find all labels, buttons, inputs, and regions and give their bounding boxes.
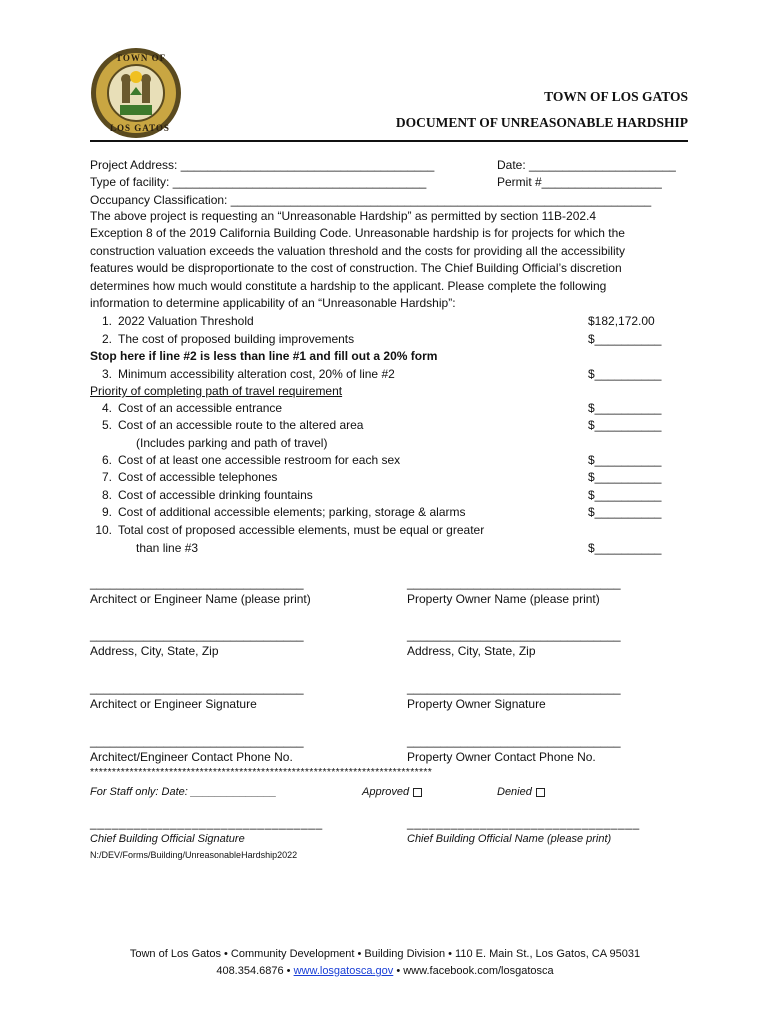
- owner-name-line[interactable]: ________________________________: [407, 576, 621, 590]
- item-7-amount[interactable]: $__________: [588, 470, 662, 484]
- header-divider: [90, 140, 688, 142]
- owner-name-label: Property Owner Name (please print): [407, 592, 600, 606]
- owner-signature-line[interactable]: ________________________________: [407, 681, 621, 695]
- item-8: [90, 488, 313, 502]
- project-address-field[interactable]: Project Address: ______________________________________: [90, 158, 435, 172]
- item-4: [90, 401, 282, 415]
- item-5: [90, 418, 363, 432]
- type-of-facility-field[interactable]: Type of facility: ______________________________________: [90, 175, 427, 189]
- staff-date-field[interactable]: For Staff only: Date: ______________: [90, 786, 277, 798]
- denied-option[interactable]: [497, 786, 545, 798]
- item-1: [90, 314, 254, 328]
- item-label: Cost of accessible drinking fountains: [118, 488, 313, 502]
- footer-website-link[interactable]: www.losgatosca.gov: [293, 965, 394, 977]
- item-label: Cost of accessible telephones: [118, 470, 278, 484]
- item-number: 6.: [101, 453, 112, 467]
- approved-checkbox[interactable]: [413, 788, 422, 797]
- owner-address-line[interactable]: ________________________________: [407, 628, 621, 642]
- cbo-signature-line[interactable]: ________________________________: [90, 816, 323, 830]
- item-label: Cost of additional accessible elements; parking, storage & alarms: [118, 505, 466, 519]
- item-label: Cost of an accessible entrance: [118, 401, 283, 415]
- item-number: 8.: [101, 488, 112, 502]
- approved-label: Approved: [362, 786, 410, 798]
- file-path: N:/DEV/Forms/Building/UnreasonableHardship2022: [90, 850, 298, 860]
- architect-address-label: Address, City, State, Zip: [90, 644, 219, 658]
- item-number: 1.: [101, 314, 112, 328]
- intro-line: Exception 8 of the 2019 California Building Code. Unreasonable hardship is for projects for which the: [90, 226, 625, 241]
- intro-line: determines how much would constitute a hardship to the applicant. Please complete the following: [90, 278, 607, 293]
- footer-contact: [0, 965, 770, 977]
- denied-checkbox[interactable]: [536, 788, 545, 797]
- cbo-name-label: Chief Building Official Name (please print): [407, 833, 612, 845]
- page-title: TOWN OF LOS GATOS: [544, 89, 688, 104]
- star-divider: ******************************************************************************: [90, 766, 433, 778]
- item-3: [90, 367, 395, 381]
- architect-signature-line[interactable]: ________________________________: [90, 681, 304, 695]
- item-number: 4.: [101, 401, 112, 415]
- occupancy-classification-field[interactable]: Occupancy Classification: _______________________________________________________________: [90, 193, 652, 207]
- architect-address-line[interactable]: ________________________________: [90, 628, 304, 642]
- item-4-amount[interactable]: $__________: [588, 401, 662, 415]
- item-number: 3.: [101, 367, 112, 381]
- owner-phone-label: Property Owner Contact Phone No.: [407, 750, 596, 764]
- architect-phone-label: Architect/Engineer Contact Phone No.: [90, 750, 293, 764]
- item-5-note: (Includes parking and path of travel): [136, 436, 328, 450]
- intro-line: The above project is requesting an “Unreasonable Hardship” as permitted by section 11B-202.4: [90, 209, 597, 223]
- footer-facebook: • www.facebook.com/losgatosca: [396, 965, 554, 977]
- item-2: [90, 332, 354, 346]
- item-label: Total cost of proposed accessible elements, must be equal or greater: [118, 523, 485, 537]
- item-10-amount[interactable]: $__________: [588, 541, 662, 555]
- owner-signature-label: Property Owner Signature: [407, 697, 546, 711]
- item-number: 2.: [101, 332, 112, 346]
- owner-address-label: Address, City, State, Zip: [407, 644, 536, 658]
- seal-text-top: TOWN OF: [116, 53, 167, 63]
- item-label: Cost of an accessible route to the altered area: [118, 418, 364, 432]
- item-9-amount[interactable]: $__________: [588, 505, 662, 519]
- architect-phone-line[interactable]: ________________________________: [90, 734, 304, 748]
- intro-line: construction valuation exceeds the valuation threshold and the costs for providing all the accessibility: [90, 243, 625, 258]
- town-seal-logo: [90, 47, 182, 139]
- footer-phone: 408.354.6876 •: [216, 965, 291, 977]
- item-5-amount[interactable]: $__________: [588, 418, 662, 432]
- owner-phone-line[interactable]: ________________________________: [407, 734, 621, 748]
- intro-line: features would be disproportionate to the cost of construction. The Chief Building Official’s discretion: [90, 261, 622, 276]
- item-10-note: than line #3: [136, 541, 199, 555]
- item-3-amount[interactable]: $__________: [588, 367, 662, 381]
- item-10: [90, 523, 484, 537]
- architect-name-line[interactable]: ________________________________: [90, 576, 304, 590]
- item-8-amount[interactable]: $__________: [588, 488, 662, 502]
- seal-text-bottom: LOS GATOS: [110, 123, 170, 133]
- item-label: The cost of proposed building improvements: [118, 332, 355, 346]
- item-number: 9.: [101, 505, 112, 519]
- priority-heading: Priority of completing path of travel requirement: [90, 384, 343, 398]
- item-label: Cost of at least one accessible restroom for each sex: [118, 453, 401, 467]
- document-title: DOCUMENT OF UNREASONABLE HARDSHIP: [395, 115, 688, 130]
- cbo-signature-label: Chief Building Official Signature: [90, 833, 245, 845]
- approved-option[interactable]: [362, 786, 422, 798]
- item-6: [90, 453, 400, 467]
- item-label: Minimum accessibility alteration cost, 20% of line #2: [118, 367, 395, 381]
- item-6-amount[interactable]: $__________: [588, 453, 662, 467]
- item-number: 5.: [101, 418, 112, 432]
- item-2-amount[interactable]: $__________: [588, 332, 662, 346]
- item-number: 10.: [95, 523, 112, 537]
- item-9: [90, 505, 466, 519]
- item-number: 7.: [101, 470, 112, 484]
- item-label: 2022 Valuation Threshold: [118, 314, 254, 328]
- intro-paragraph: [90, 208, 625, 312]
- intro-line: information to determine applicability of an “Unreasonable Hardship”:: [90, 296, 456, 311]
- architect-signature-label: Architect or Engineer Signature: [90, 697, 257, 711]
- cbo-name-line[interactable]: ________________________________: [407, 816, 640, 830]
- architect-name-label: Architect or Engineer Name (please print): [90, 592, 311, 606]
- item-1-amount: $182,172.00: [588, 314, 655, 328]
- stop-instruction: Stop here if line #2 is less than line #1 and fill out a 20% form: [90, 349, 438, 363]
- item-7: [90, 470, 277, 484]
- footer-address: Town of Los Gatos • Community Development • Building Division • 110 E. Main St., Los Gatos, CA 95031: [129, 948, 641, 960]
- date-field[interactable]: Date: ______________________: [497, 158, 676, 172]
- denied-label: Denied: [497, 786, 532, 798]
- permit-field[interactable]: Permit #__________________: [497, 175, 662, 189]
